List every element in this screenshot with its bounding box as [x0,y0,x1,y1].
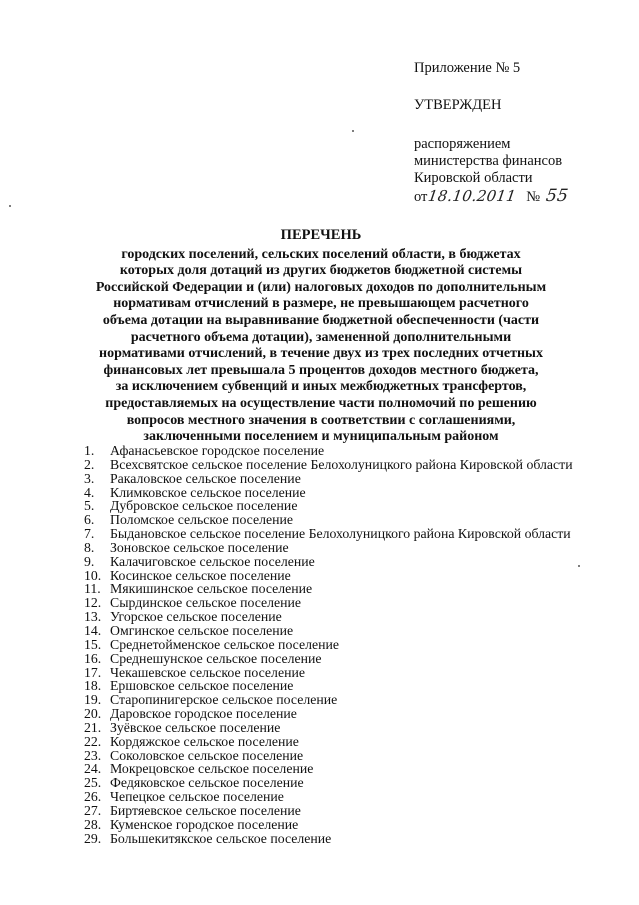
order-line-2: министерства финансов [414,153,563,169]
list-item-number: 13. [84,609,102,625]
list-item [84,652,629,666]
list-item-name: Калачиговское сельское поселение [110,553,315,569]
list-item-name: Поломское сельское поселение [110,512,293,528]
list-item [84,790,629,804]
list-item-name: Биртяевское сельское поселение [110,802,301,818]
list-item-number: 22. [84,733,102,749]
list-item [84,638,629,652]
list-item [84,541,629,555]
list-item-name: Большекитякское сельское поселение [110,830,332,846]
list-item-name: Омгинское сельское поселение [110,622,294,638]
list-item-name: Быдановское сельское поселение Белохолуницкого района Кировской области [110,526,571,542]
subtitle-line: нормативам отчислений в размере, не превышающем расчетного [113,296,529,312]
list-item-name: Зоновское сельское поселение [110,539,289,555]
list-item-name: Угорское сельское поселение [110,609,282,625]
subtitle-line: расчетного объема дотации), замененной дополнительными [130,329,512,345]
list-item-number: 18. [84,678,102,694]
subtitle-line: городских поселений, сельских поселений области, в бюджетах [121,246,521,262]
list-item [84,721,629,735]
list-item [84,486,629,500]
list-item [84,735,629,749]
list-item-number: 10. [84,567,102,583]
date-prefix: от [414,189,428,205]
list-item-number: 26. [84,789,102,805]
subtitle-line: за исключением субвенций и иных межбюджетных трансфертов, [115,379,527,395]
subtitle-line: финансовых лет превышала 5 процентов доходов местного бюджета, [103,362,539,378]
scan-speck [578,565,580,567]
list-item-name: Дубровское сельское поселение [110,498,298,514]
list-item [84,444,629,458]
handwritten-date: 18.10.2011 [427,187,518,205]
list-item-name: Сырдинское сельское поселение [110,595,302,611]
subtitle-line: предоставляемых на осуществление части полномочий по решению [105,395,537,411]
settlement-list [84,444,629,845]
list-item [84,818,629,832]
list-item-name: Ракаловское сельское поселение [110,470,301,486]
list-item-name: Мокрецовское сельское поселение [110,761,314,777]
list-item-number: 6. [84,512,95,528]
list-item-number: 25. [84,775,102,791]
list-item-number: 11. [84,581,101,597]
list-item-number: 21. [84,719,102,735]
order-date-line [414,188,634,206]
list-item-name: Кордяжское сельское поселение [110,733,299,749]
list-item-number: 2. [84,456,95,472]
list-item-number: 28. [84,816,102,832]
list-item [84,610,629,624]
list-item [84,527,629,541]
list-item-name: Зуёвское сельское поселение [110,719,281,735]
list-item [84,499,629,513]
list-item [84,596,629,610]
subtitle-line: которых доля дотаций из других бюджетов бюджетной системы [119,263,523,279]
order-line-1: распоряжением [414,136,511,152]
appendix-header [414,60,634,206]
list-item-number: 8. [84,539,95,555]
list-item [84,749,629,763]
list-item-name: Соколовское сельское поселение [110,747,304,763]
list-item [84,776,629,790]
subtitle-line: нормативами отчислений, в течение двух из трех последних отчетных [99,346,543,362]
list-item-number: 4. [84,484,95,500]
list-item-number: 14. [84,622,102,638]
document-title-block [78,227,564,446]
list-item-name: Афанасьевское городское поселение [110,443,325,458]
list-item [84,693,629,707]
list-item [84,832,629,846]
list-item [84,458,629,472]
list-item-number: 5. [84,498,95,514]
list-item-name: Среднешунское сельское поселение [110,650,322,666]
list-item-number: 17. [84,664,102,680]
list-item-number: 20. [84,706,102,722]
list-item-number: 1. [84,443,95,458]
list-item [84,804,629,818]
list-item [84,679,629,693]
list-item-name: Среднетойменское сельское поселение [110,636,340,652]
list-item [84,624,629,638]
list-item-name: Федяковское сельское поселение [110,775,304,791]
list-item-name: Ершовское сельское поселение [110,678,294,694]
list-item [84,513,629,527]
scan-speck [352,130,354,132]
list-item-number: 16. [84,650,102,666]
list-item-name: Косинское сельское поселение [110,567,291,583]
list-item-number: 3. [84,470,95,486]
list-item-number: 27. [84,802,102,818]
list-item [84,472,629,486]
list-item-number: 12. [84,595,102,611]
list-item-name: Чепецкое сельское поселение [110,789,284,805]
list-item [84,569,629,583]
document-subtitle [78,247,564,446]
subtitle-line: Российской Федерации и (или) налоговых доходов по дополнительным [95,279,547,295]
list-item-number: 19. [84,692,102,708]
list-item [84,707,629,721]
list-item [84,555,629,569]
list-item-name: Даровское городское поселение [110,706,297,722]
list-item-number: 7. [84,526,95,542]
approved-label: УТВЕРЖДЕН [414,97,502,113]
subtitle-line: объема дотации на выравнивание бюджетной обеспеченности (части [102,312,540,328]
list-item-name: Климковское сельское поселение [110,484,306,500]
list-item [84,762,629,776]
list-item-number: 15. [84,636,102,652]
list-item-name: Куменское городское поселение [110,816,299,832]
number-sign: № [526,189,541,205]
list-item-name: Чекашевское сельское поселение [110,664,305,680]
subtitle-line: вопросов местного значения в соответствии с соглашениями, [126,412,516,428]
document-heading: ПЕРЕЧЕНЬ [280,227,362,243]
appendix-number: Приложение № 5 [414,60,521,76]
list-item-name: Мякишинское сельское поселение [110,581,313,597]
list-item-name: Старопинигерское сельское поселение [110,692,338,708]
list-item-number: 9. [84,553,95,569]
order-line-3: Кировской области [414,170,533,186]
scan-speck [9,205,11,207]
list-item-number: 29. [84,830,102,846]
list-item [84,666,629,680]
subtitle-line: заключенными поселением и муниципальным районом [143,429,499,445]
handwritten-number: 55 [544,186,570,206]
list-item-name: Всехсвятское сельское поселение Белохолуницкого района Кировской области [110,456,573,472]
list-item-number: 23. [84,747,102,763]
list-item [84,582,629,596]
list-item-number: 24. [84,761,102,777]
